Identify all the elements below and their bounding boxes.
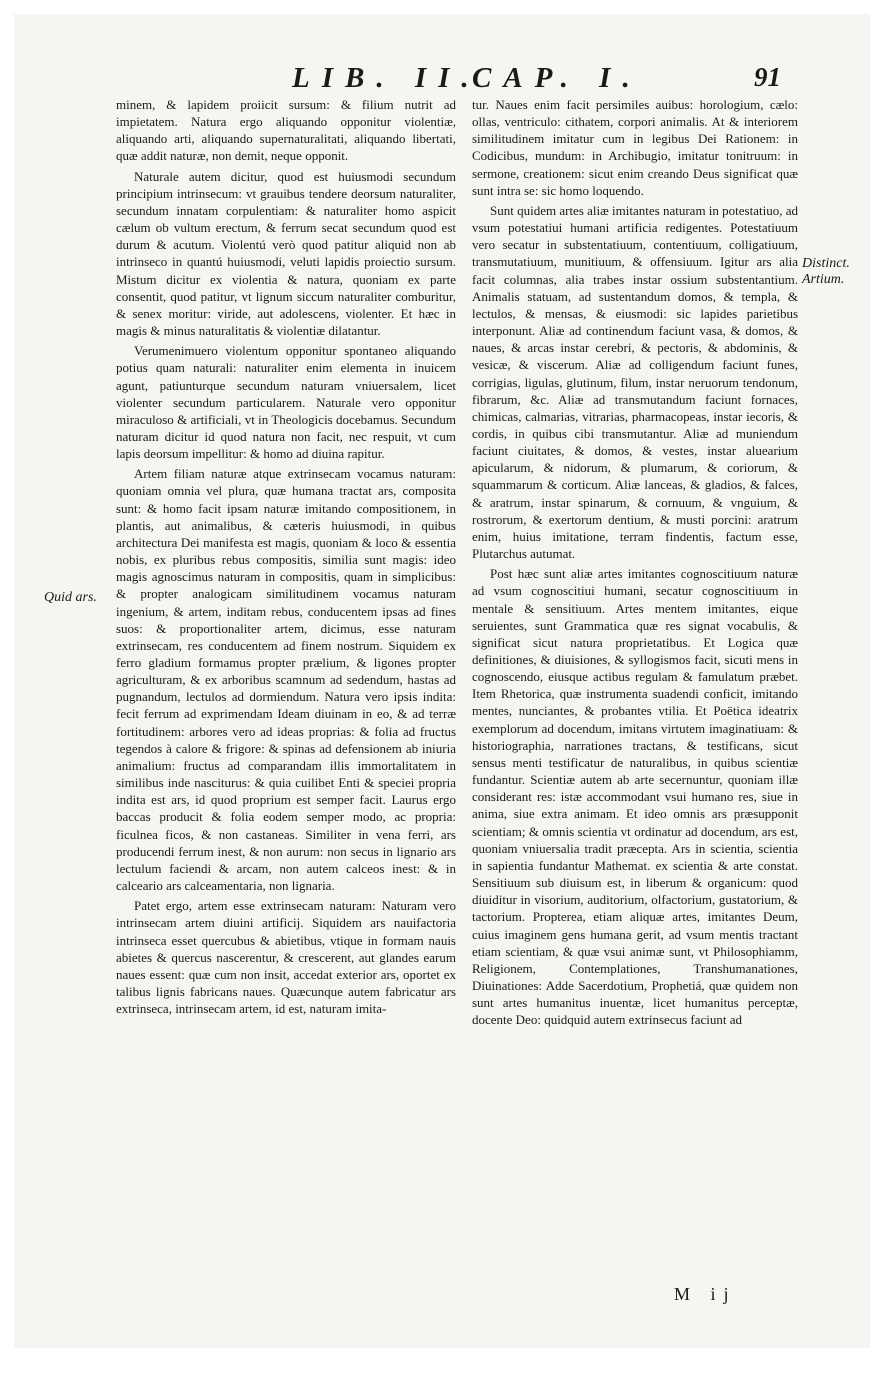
- signature-mark: M ij: [674, 1284, 737, 1304]
- paragraph: Sunt quidem artes aliæ imitantes naturam in potestatiuo, ad vsum potestatiui humani artificia redigentes. Potestatiuum vero secatur in substentatiuum, contentiuum, colligatiuum, transmutatiuum, munitiuum, & offensiuum. Igitur ars alia facit columnas, alia trabes instar ossium substentantium. Animalis statuam, ad sustentandum domos, & templa, & lectulos, & mensas, & eiusmodi: sic lapides parietibus interponunt. Aliæ ad continendum faciunt vasa, & domos, & naues, & arcas instar cerebri, & pectoris, & abdominis, & vesicæ, & viscerum. Aliæ ad colligendum faciunt funes, corrigias, ligulas, glutinum, filum, instar neruorum tendonum, fibrarum, &c. Aliæ ad transmutandum faciunt fornaces, chimicas, calmarias, vitrarias, pharmacopeas, instar iecoris, & cordis, in quibus cibi transmutantur. Aliæ ad muniendum faciunt ciuitates, & domos, & vestes, instar aluearium apicularum, & nidorum, & plumarum, & coriorum, & squammarum & corticum. Aliæ lanceas, & gladios, & falces, & aratrum, instar spinarum, & cornuum, & vnguium, & rostrorum, & exertorum dentium, & musti porcini: aratrum enim, huius imitatione, terram findentis, factum esse, Plutarchus autumat.: [472, 202, 798, 562]
- paragraph: Patet ergo, artem esse extrinsecam naturam: Naturam vero intrinsecam artem diuini artificij. Siquidem ars nauifactoria intrinseca esset quercubus & abietibus, vtique in formam nauis abietes & quercus nascerentur, & crescerent, aut glandes earum naues essent: quæ cum non insit, accedat exterior ars, oportet ex talibus lignis fabricans naues. Quæcunque autem fabricatur ars extrinseca, intrinsecam artem, id est, naturam imita-: [116, 898, 456, 1017]
- paragraph: tur. Naues enim facit persimiles auibus: horologium, cælo: ollas, ventriculo: cithatem, corpori animalis. At & interiorem similitudinem imitatur cum in legibus Dei Rationem: in Codicibus, mundum: in Archibugio, imitatur tonitruum: in sermone, creationem: sicut enim creando Deus significat quæ sunt intra se: sic homo loquendo.: [472, 97, 798, 198]
- paragraph: Post hæc sunt aliæ artes imitantes cognoscitiuum naturæ ad vsum cognoscitiui humani, secatur cognoscitiuum in mentale & sensitiuum. Artes mentem imitantes, eique seruientes, sunt Grammatica quæ res signat vocabulis, & significat sicut natura proprietatibus. Et Logica quæ definitiones, & diuisiones, & syllogismos facit, sicuti mens in cognoscendo, eiusque actibus regulam & famulatum præbet. Item Rhetorica, quæ instrumenta suadendi conficit, imitando mentes, nunciantes, & probantes vtilia. Et Poëtica ideatrix exemplorum ad docendum, imitans virtutem imaginatiuam: & historiographia, narrationes tractans, & testificans, sicut sensus menti testificatur de naturalibus, in quibus scientiæ fundantur. Scientiæ autem ab arte secernuntur, quoniam illæ considerant res: istæ accommodant vsui humano res, siue in anima, siue extra animam. Et ideo omnis ars præsupponit scientiam; & omnis scientia vt ordinatur ad docendum, ars est, quoniam vniuersalia tradit præcepta. Ars in scientia, scientia in sapientia fundantur Mathemat. ex scientia & arte constat. Sensitiuum sub diuisum est, in liberum & organicum: quod diuiditur in visorium, auditorium, olfactorium, gustatorium, & tactorium. Propterea, etiam aliquæ artes, imitantes Deum, cuius imaginem gens humana gerit, ad vsum mentis tractant etiam scientiam, & quæ vsui animæ sunt, vt Philosophiamm, Religionem, Contemplationes, Transhumanationes, Diuinationes: Adde Sacerdotium, Prophetiá, quæ quidem non sunt artes humanitus inuentæ, licet humanitus perceptæ, docente Deo: quidquid autem extrinsecus faciunt ad: [472, 566, 798, 1028]
- margin-note-distinct-artium: Distinct. Artium.: [802, 256, 850, 287]
- paragraph: Verumenimuero violentum opponitur spontaneo aliquando potius quam naturali: naturaliter enim elementa in inuicem agunt, patiunturque secundum naturam vniuersalem, licet violenter secundum particularem. Naturale vero opponitur miraculoso & artificiali, vt in Theologicis docebamus. Secundum naturam dicitur id quod natura non facit, nec respuit, vt cum lapis deorsum impellitur: & homo ad diuina rapitur.: [116, 343, 456, 462]
- chapter-label: CAP. I.: [472, 62, 642, 94]
- book-page: [14, 14, 870, 1348]
- paragraph: Artem filiam naturæ atque extrinsecam vocamus naturam: quoniam omnia vel plura, quæ humana tractat ars, composita sunt: & homo facit ipsam naturæ imitando compositionem, in plantis, aut animalibus, & cæteris huiusmodi, in quibus architectura Dei manifesta est magis, quoniam & loco & essentia nobis, ex pluribus rebus compositis, similia sunt magis: ideo magis agnoscimus naturam in compositis, quam in simplicibus: & propter analogicam similitudinem vocamus naturam ingenium, & artem, inditam rebus, conducentem ipsas ad fines suos: & proportionaliter artem, dicimus, esse naturam extrinsecam, res conducentem ad finem nostrum. Siquidem ex ferro gladium formamus propter prælium, & ligones propter agriculturam, & ex arboribus scamnum ad sedendum, hastas ad pugnandum, lectulos ad dormiendum. Natura vero ipsis indita: fecit ferrum ad exprimendam Ideam diuinam in eo, & ad terræ fortitudinem: arbores vero ad ideas proprias: & folia ad fructus tegendos à calore & frigore: & spinas ad defensionem ab iniuria animalium: fructus ad comparandam illis immortalitatem in similibus inde nasciturus: & quia cuilibet Enti & speciei propria indita est ars, id quod proprium est semper facit. Laurus ergo baccas producit & folia eodem semper modo, ac propria: ficulnea ficos, & non castaneas. Similiter in vena ferri, ars producendi ferrum inest, & non aurum: non secus in lignario ars lectulum faciendi & arcam, non autem calceos inest: & in calceario ars calceamentaria, non lignaria.: [116, 466, 456, 894]
- paragraph: minem, & lapidem proiicit sursum: & filium nutrit ad impietatem. Natura ergo aliquando opponitur violentiæ, aliquando arti, aliquando supernaturalitati, aliquando libertati, quæ addit naturæ, non demit, neque opponit.: [116, 97, 456, 164]
- right-column: [472, 96, 798, 1028]
- paragraph: Naturale autem dicitur, quod est huiusmodi secundum principium intrinsecum: vt grauibus tendere deorsum naturaliter, secundum innatam corpulentiam: & naturaliter homo aspicit cælum ob vultum erectum, & ferrum secat secundum quod est durum & acutum. Violentú verò quod patitur aliquid non ab intrinseco in quantú huiusmodi, veluti lapidis proiectio sursum. Mistum dicitur ex violentia & natura, quoniam ex parte consentit, quod patitur, vt lignum siccum naturaliter comburitur, & senex moritur: viride, aut adolescens, violenter. Et hæc in magis & minus naturalitatis & violentiæ dilatantur.: [116, 168, 456, 339]
- book-label: LIB. II.: [292, 62, 481, 94]
- margin-note-quid-ars: Quid ars.: [44, 590, 97, 605]
- left-column: [116, 96, 456, 1017]
- page-number: 91: [754, 62, 781, 92]
